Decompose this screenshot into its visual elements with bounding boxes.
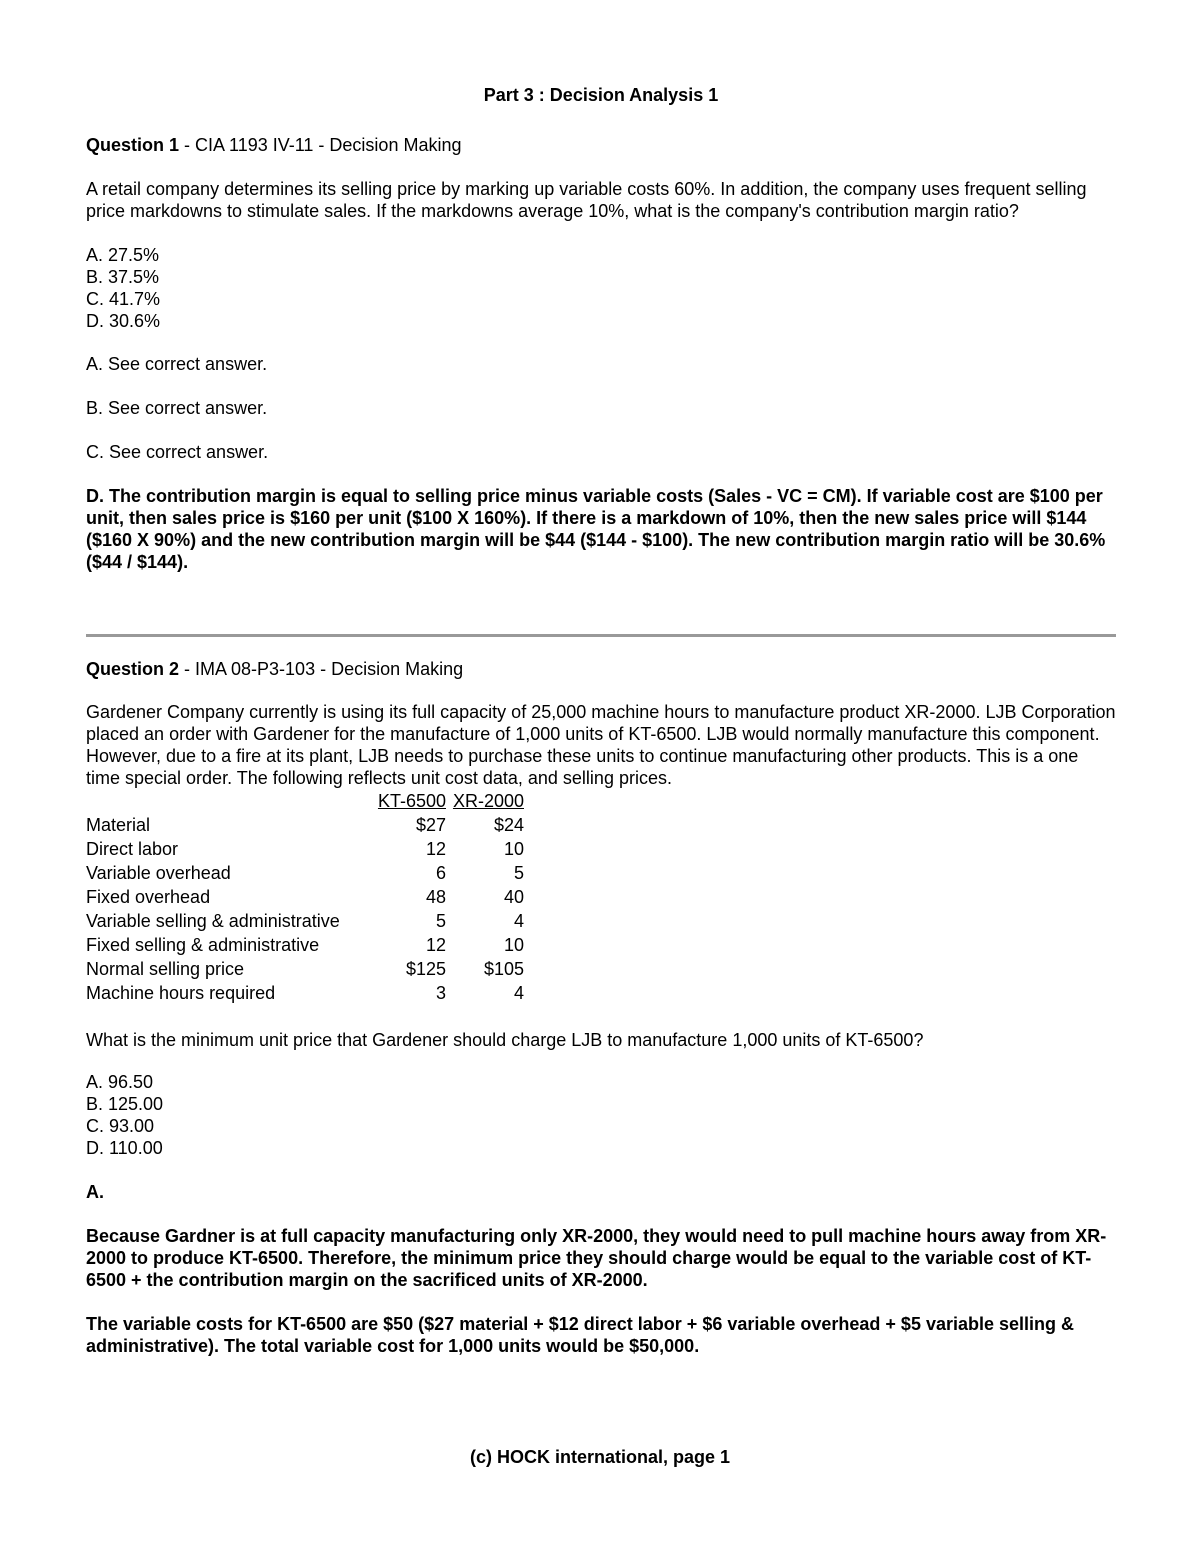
q1-explanation-d: D. The contribution margin is equal to selling price minus variable costs (Sales - VC = CM). If variable cost are $100 per unit, then sales price is $160 per unit ($100 X 160%). If there is a markdown of 10%, then the new sales price will $144 ($160 X 90%) and the new contribution margin will be $44 ($144 - $100). The new contribution margin ratio will be 30.6% ($44 / $144). — [86, 486, 1106, 572]
question-1-heading — [86, 134, 1116, 156]
table-row — [86, 957, 524, 981]
cell-kt-6500: 5 — [435, 911, 446, 931]
q2-choice-c: C. 93.00 — [86, 1116, 155, 1136]
table-row — [86, 837, 524, 861]
table-header-row — [86, 789, 524, 813]
unit-cost-table — [86, 789, 524, 1005]
cell-xr-2000: 10 — [503, 935, 524, 955]
q2-correct-answer: A. — [86, 1182, 104, 1202]
question-2-prompt: What is the minimum unit price that Gardener should charge LJB to manufacture 1,000 units of KT-6500? — [86, 1030, 924, 1050]
question-2-label: Question 2 — [86, 659, 180, 679]
page-title: Part 3 : Decision Analysis 1 — [483, 85, 719, 105]
column-header-kt-6500: KT-6500 — [377, 791, 446, 811]
question-2-heading — [86, 658, 1116, 680]
row-label: Fixed overhead — [86, 887, 211, 907]
table-row — [86, 981, 524, 1005]
q2-choice-a: A. 96.50 — [86, 1072, 154, 1092]
row-label: Direct labor — [86, 839, 179, 859]
table-row — [86, 861, 524, 885]
q2-explanation-1: Because Gardner is at full capacity manufacturing only XR-2000, they would need to pull machine hours away from XR-2000 to produce KT-6500. Therefore, the minimum price they should charge would be equal to the variable cost of KT-6500 + the contribution margin on the sacrificed units of XR-2000. — [86, 1226, 1107, 1290]
cell-xr-2000: 5 — [513, 863, 524, 883]
column-header-xr-2000: XR-2000 — [452, 791, 524, 811]
cell-kt-6500: 12 — [425, 839, 446, 859]
cell-xr-2000: 4 — [513, 911, 524, 931]
row-label: Variable selling & administrative — [86, 911, 340, 931]
question-1-choices — [86, 244, 1116, 332]
document-page — [86, 84, 1116, 1357]
q1-choice-b: B. 37.5% — [86, 267, 160, 287]
question-2-body: Gardener Company currently is using its full capacity of 25,000 machine hours to manufacture product XR-2000. LJB Corporation placed an order with Gardener for the manufacture of 1,000 units of KT-6500. LJB would normally manufacture this component. However, due to a fire at its plant, LJB needs to purchase these units to continue manufacturing other products. This is a one time special order. The following reflects unit cost data, and selling prices. — [86, 702, 1116, 788]
q1-choice-d: D. 30.6% — [86, 311, 161, 331]
cell-kt-6500: $27 — [415, 815, 446, 835]
question-1-section — [86, 134, 1116, 573]
q1-explanation-a: A. See correct answer. — [86, 354, 268, 374]
question-1-label: Question 1 — [86, 135, 180, 155]
row-label: Normal selling price — [86, 959, 245, 979]
cell-xr-2000: $105 — [483, 959, 524, 979]
cell-kt-6500: 3 — [435, 983, 446, 1003]
cell-xr-2000: 40 — [503, 887, 524, 907]
cell-xr-2000: 10 — [503, 839, 524, 859]
row-label: Material — [86, 815, 151, 835]
question-1-body: A retail company determines its selling price by marking up variable costs 60%. In addition, the company uses frequent selling price markdowns to stimulate sales. If the markdowns average 10%, what is the company's contribution margin ratio? — [86, 179, 1087, 221]
q1-choice-a: A. 27.5% — [86, 245, 160, 265]
q1-choice-c: C. 41.7% — [86, 289, 161, 309]
q2-explanation-2: The variable costs for KT-6500 are $50 ($27 material + $12 direct labor + $6 variable overhead + $5 variable selling & administrative). The total variable cost for 1,000 units would be $50,000. — [86, 1314, 1075, 1356]
question-1-reference: - CIA 1193 IV-11 - Decision Making — [179, 135, 462, 155]
section-divider — [86, 634, 1116, 637]
cell-kt-6500: 12 — [425, 935, 446, 955]
cell-xr-2000: 4 — [513, 983, 524, 1003]
cell-kt-6500: 6 — [435, 863, 446, 883]
q2-choice-d: D. 110.00 — [86, 1138, 163, 1158]
table-row — [86, 933, 524, 957]
cell-kt-6500: 48 — [425, 887, 446, 907]
question-2-reference: - IMA 08-P3-103 - Decision Making — [179, 659, 464, 679]
cell-xr-2000: $24 — [493, 815, 524, 835]
q1-explanation-c: C. See correct answer. — [86, 442, 269, 462]
row-label: Machine hours required — [86, 983, 276, 1003]
question-2-section — [86, 658, 1116, 1357]
row-label: Fixed selling & administrative — [86, 935, 320, 955]
page-footer: (c) HOCK international, page 1 — [469, 1447, 731, 1467]
q1-explanation-b: B. See correct answer. — [86, 398, 268, 418]
table-row — [86, 909, 524, 933]
row-label: Variable overhead — [86, 863, 231, 883]
table-row — [86, 813, 524, 837]
cell-kt-6500: $125 — [405, 959, 446, 979]
question-2-choices — [86, 1071, 1116, 1159]
q2-choice-b: B. 125.00 — [86, 1094, 164, 1114]
table-row — [86, 885, 524, 909]
